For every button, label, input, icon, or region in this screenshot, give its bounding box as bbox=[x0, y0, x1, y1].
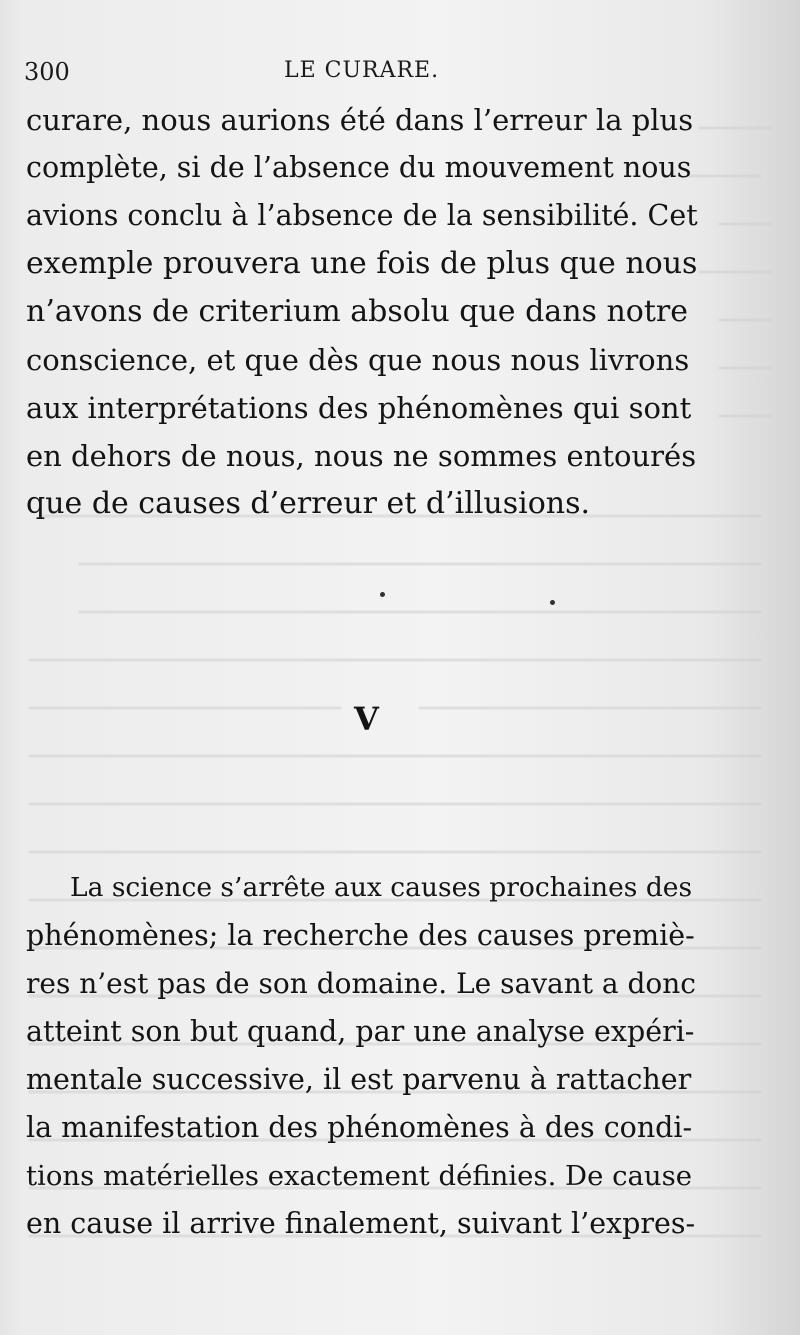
text-line: que de causes d’erreur et d’illusions. bbox=[26, 486, 591, 521]
print-speck bbox=[380, 592, 385, 597]
text-line: n’avons de criterium absolu que dans notre bbox=[26, 294, 688, 329]
page-number: 300 bbox=[24, 58, 70, 86]
text-line: phénomènes; la recherche des causes premiè- bbox=[26, 919, 695, 952]
text-line: complète, si de l’absence du mouvement nous bbox=[26, 151, 692, 184]
section-heading: V bbox=[354, 700, 379, 738]
text-line: conscience, et que dès que nous nous livrons bbox=[26, 343, 690, 377]
text-line: en dehors de nous, nous ne sommes entourés bbox=[26, 439, 697, 473]
text-line: exemple prouvera une fois de plus que nous bbox=[26, 246, 698, 281]
text-line: en cause il arrive finalement, suivant l’expres- bbox=[26, 1207, 696, 1240]
text-line: atteint son but quand, par une analyse expéri- bbox=[26, 1015, 695, 1048]
print-speck bbox=[550, 600, 555, 605]
running-title: LE CURARE. bbox=[284, 58, 440, 83]
text-line: mentale successive, il est parvenu à rattacher bbox=[26, 1063, 692, 1096]
text-line: tions matérielles exactement définies. De cause bbox=[26, 1160, 693, 1192]
text-line: La science s’arrête aux causes prochaines des bbox=[70, 872, 693, 903]
text-line: curare, nous aurions été dans l’erreur la plus bbox=[26, 103, 694, 137]
text-line: res n’est pas de son domaine. Le savant a donc bbox=[26, 967, 696, 1000]
text-line: aux interprétations des phénomènes qui sont bbox=[26, 391, 692, 425]
text-line: avions conclu à l’absence de la sensibilité. Cet bbox=[26, 199, 698, 232]
running-header bbox=[24, 58, 724, 98]
text-line: la manifestation des phénomènes à des condi- bbox=[26, 1111, 693, 1144]
